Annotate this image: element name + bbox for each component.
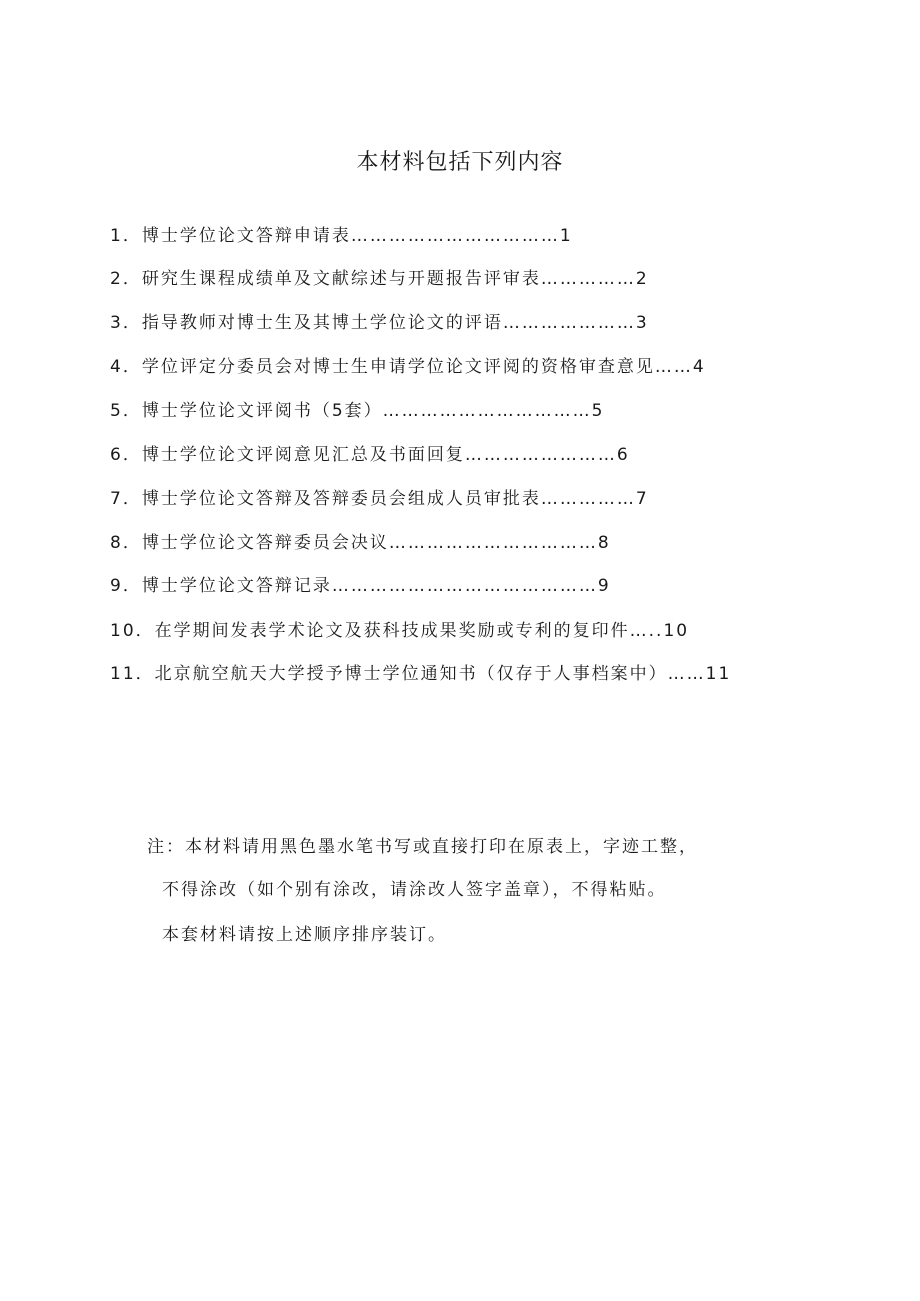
toc-item: 6．博士学位论文评阅意见汇总及书面回复……………………6 [110, 445, 630, 465]
toc-item: 2．研究生课程成绩单及文献综述与开题报告评审表……………2 [110, 269, 649, 289]
toc-item: 10．在学期间发表学术论文及获科技成果奖励或专利的复印件…..10 [110, 621, 690, 641]
toc-item: 8．博士学位论文答辩委员会决议……………………………8 [110, 533, 611, 553]
toc-item: 11．北京航空航天大学授予博士学位通知书（仅存于人事档案中）……11 [110, 664, 732, 684]
note-line: 不得涂改（如个别有涂改，请涂改人签字盖章），不得粘贴。 [162, 880, 667, 900]
toc-item: 9．博士学位论文答辩记录……………………………………9 [110, 576, 611, 596]
note-line: 注：本材料请用黑色墨水笔书写或直接打印在原表上，字迹工整， [147, 837, 698, 857]
note-line: 本套材料请按上述顺序排序装订。 [162, 925, 447, 945]
page-title: 本材料包括下列内容 [356, 150, 564, 175]
toc-item: 7．博士学位论文答辩及答辩委员会组成人员审批表……………7 [110, 489, 649, 509]
toc-item: 3．指导教师对博士生及其博土学位论文的评语…………………3 [110, 313, 649, 333]
toc-item: 1．博士学位论文答辩申请表……………………………1 [110, 226, 573, 246]
toc-item: 5．博士学位论文评阅书（5套）……………………………5 [110, 401, 605, 421]
toc-item: 4．学位评定分委员会对博士生申请学位论文评阅的资格审查意见……4 [110, 357, 706, 377]
